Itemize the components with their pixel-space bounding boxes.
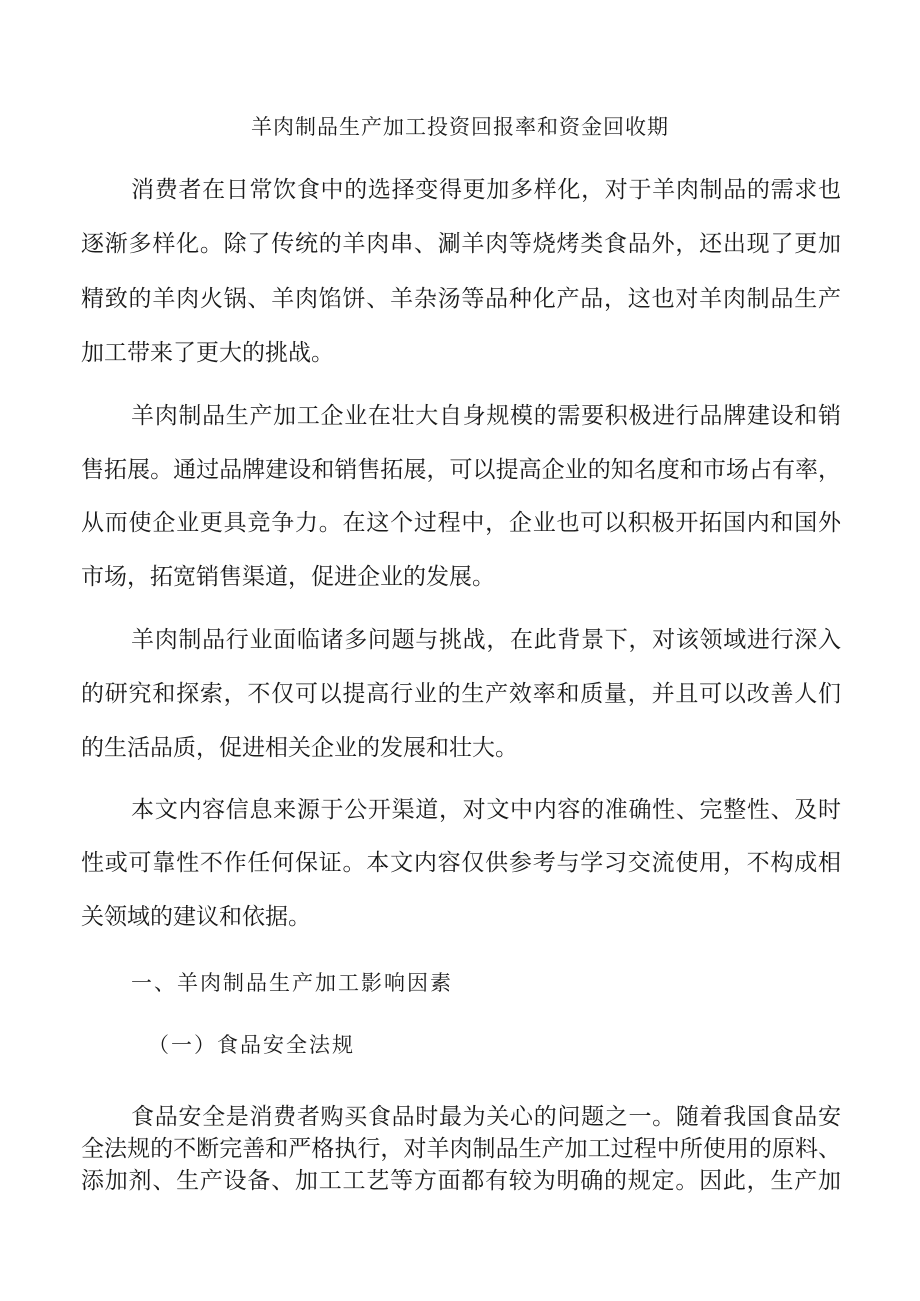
paragraph-line: 羊肉制品生产加工企业在壮大自身规模的需要积极进行品牌建设和销 <box>131 403 841 429</box>
paragraph-line: 添加剂、生产设备、加工工艺等方面都有较为明确的规定。因此，生产加 <box>81 1168 841 1194</box>
subsection-heading: （一）食品安全法规 <box>148 1033 355 1057</box>
section-heading: 一、羊肉制品生产加工影响因素 <box>131 971 453 995</box>
paragraph-line: 全法规的不断完善和严格执行，对羊肉制品生产加工过程中所使用的原料、 <box>81 1136 841 1162</box>
paragraph-line: 消费者在日常饮食中的选择变得更加多样化，对于羊肉制品的需求也 <box>131 177 841 203</box>
paragraph-line: 售拓展。通过品牌建设和销售拓展，可以提高企业的知名度和市场占有率， <box>81 457 841 483</box>
paragraph-line: 性或可靠性不作任何保证。本文内容仅供参考与学习交流使用，不构成相 <box>81 850 841 876</box>
paragraph-line: 羊肉制品行业面临诸多问题与挑战，在此背景下，对该领域进行深入 <box>131 627 841 653</box>
paragraph-line: 精致的羊肉火锅、羊肉馅饼、羊杂汤等品种化产品，这也对羊肉制品生产 <box>81 286 841 312</box>
paragraph-line: 本文内容信息来源于公开渠道，对文中内容的准确性、完整性、及时 <box>131 797 841 823</box>
paragraph-line: 的研究和探索，不仅可以提高行业的生产效率和质量，并且可以改善人们 <box>81 681 841 707</box>
paragraph-line: 加工带来了更大的挑战。 <box>81 340 334 366</box>
paragraph-line: 从而使企业更具竞争力。在这个过程中，企业也可以积极开拓国内和国外 <box>81 510 841 536</box>
paragraph-line: 市场，拓宽销售渠道，促进企业的发展。 <box>81 564 495 590</box>
paragraph-line: 食品安全是消费者购买食品时最为关心的问题之一。随着我国食品安 <box>131 1104 841 1130</box>
paragraph-line: 关领域的建议和依据。 <box>81 904 311 930</box>
paragraph-line: 逐渐多样化。除了传统的羊肉串、涮羊肉等烧烤类食品外，还出现了更加 <box>81 231 841 257</box>
paragraph-line: 的生活品质，促进相关企业的发展和壮大。 <box>81 735 518 761</box>
document-title: 羊肉制品生产加工投资回报率和资金回收期 <box>251 115 669 139</box>
